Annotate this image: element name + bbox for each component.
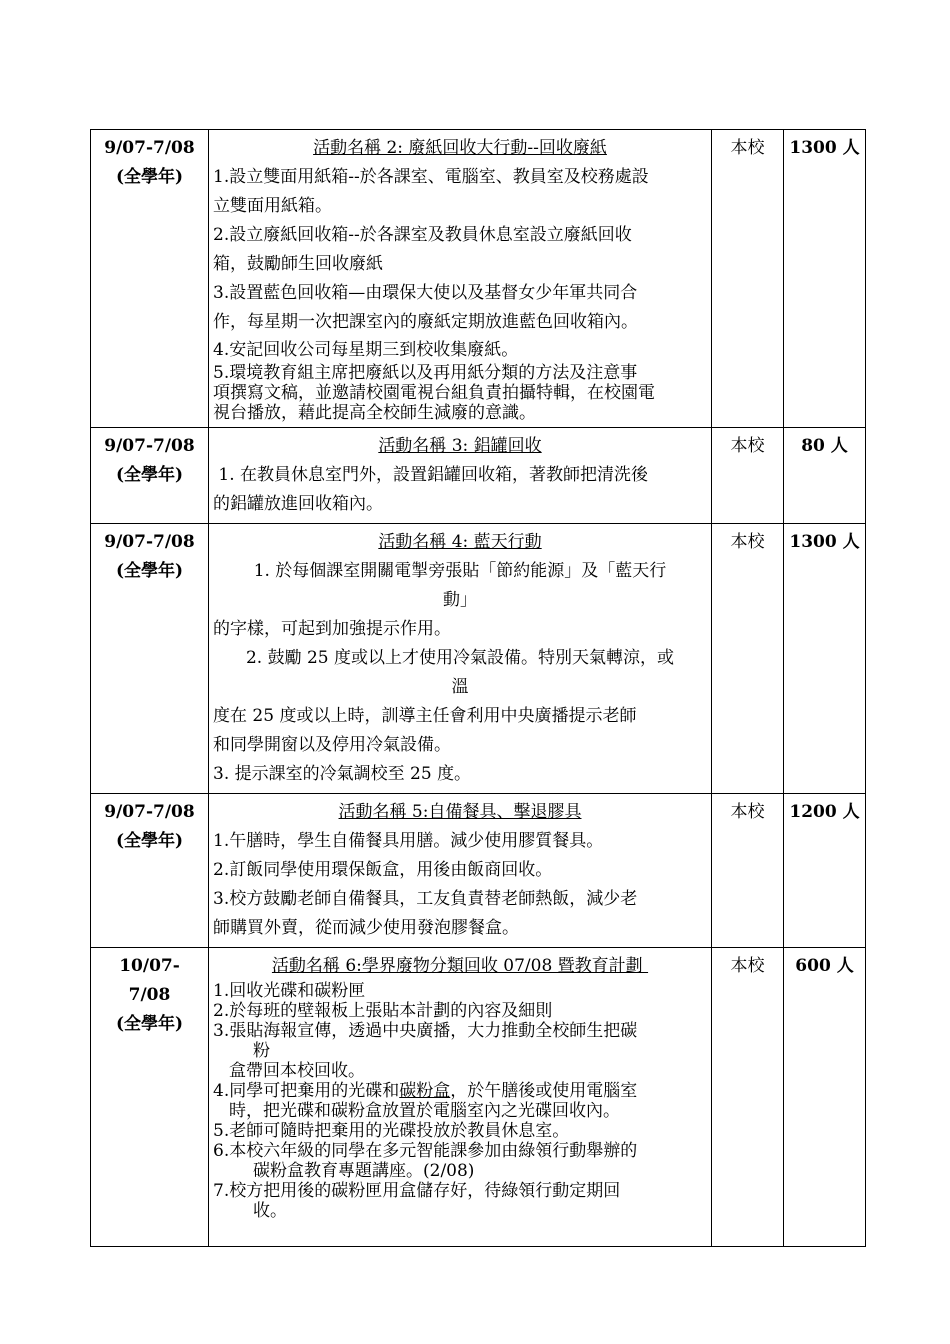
description-line: 的鋁罐放進回收箱內。 (213, 494, 383, 514)
description-line: 項撰寫文稿，並邀請校園電視台組負責拍攝特輯，在校園電 (213, 383, 655, 403)
activity-title: 活動名稱 2: 廢紙回收大行動--回收廢紙 (313, 138, 607, 158)
description-line: 3.設置藍色回收箱—由環保大使以及基督女少年軍共同合 (213, 283, 638, 303)
description-fragment: ，於午膳後或使用電腦室 (450, 1081, 638, 1101)
description-line: 收。 (253, 1201, 287, 1221)
description-cell (209, 428, 712, 524)
venue-cell: 本校 (712, 948, 784, 1247)
activity-title: 活動名稱 6:學界廢物分類回收 07/08 暨教育計劃 (271, 956, 649, 976)
description-line: 1. 於每個課室開關電掣旁張貼「節約能源」及「藍天行 (253, 561, 667, 581)
description-line: 度在 25 度或以上時，訓導主任會利用中央廣播提示老師 (213, 706, 637, 726)
description-line: 碳粉盒教育專題講座。(2/08) (253, 1161, 475, 1181)
description-line: 5.環境教育組主席把廢紙以及再用紙分類的方法及注意事 (213, 363, 638, 383)
venue-cell: 本校 (712, 524, 784, 794)
description-line: 師購買外賣，從而減少使用發泡膠餐盒。 (213, 918, 519, 938)
date-cell (91, 130, 209, 428)
date-cell (91, 794, 209, 948)
description-cell (209, 794, 712, 948)
description-line: 1.設立雙面用紙箱--於各課室、電腦室、教員室及校務處設 (213, 167, 649, 187)
description-line: 立雙面用紙箱。 (213, 196, 332, 216)
description-line: 溫 (451, 677, 469, 697)
description-line: 2. 鼓勵 25 度或以上才使用冷氣設備。特別天氣轉涼，或 (245, 648, 675, 668)
description-line: 6.本校六年級的同學在多元智能課參加由綠領行動舉辦的 (213, 1141, 638, 1161)
table-row (91, 130, 866, 428)
description-cell (209, 524, 712, 794)
description-line: 和同學開窗以及停用冷氣設備。 (213, 735, 451, 755)
activity-title: 活動名稱 4: 藍天行動 (378, 532, 542, 552)
table-row (91, 794, 866, 948)
participant-count: 1300 人 (784, 524, 866, 794)
description-line: 7.校方把用後的碳粉匣用盒儲存好，待綠領行動定期回 (213, 1181, 621, 1201)
description-line: 2.於每班的壁報板上張貼本計劃的內容及細則 (213, 1001, 553, 1021)
activity-title: 活動名稱 3: 鋁罐回收 (378, 436, 542, 456)
description-line: 的字樣，可起到加強提示作用。 (213, 619, 451, 639)
date-cell (91, 948, 209, 1247)
description-line: 盒帶回本校回收。 (229, 1061, 365, 1081)
date-range: 9/07-7/08 (104, 436, 195, 456)
description-fragment: 4.同學可把棄用的光碟和 (213, 1081, 400, 1101)
description-cell (209, 130, 712, 428)
activity-table (90, 129, 866, 1247)
description-line: 粉 (253, 1041, 270, 1061)
description-line: 箱，鼓勵師生回收廢紙 (213, 254, 383, 274)
date-note: (全學年) (115, 831, 184, 851)
description-line: 作，每星期一次把課室內的廢紙定期放進藍色回收箱內。 (213, 312, 638, 332)
date-range: 9/07-7/08 (104, 802, 195, 822)
date-note: (全學年) (115, 1014, 184, 1034)
description-line: 1. 在教員休息室門外，設置鋁罐回收箱，著教師把清洗後 (213, 465, 649, 485)
date-range: 9/07-7/08 (104, 138, 195, 158)
description-line: 1.回收光碟和碳粉匣 (213, 981, 366, 1001)
participant-count: 80 人 (784, 428, 866, 524)
description-line: 3. 提示課室的冷氣調校至 25 度。 (213, 764, 472, 784)
toner-box-term: 碳粉盒 (399, 1081, 451, 1101)
venue-cell: 本校 (712, 794, 784, 948)
description-line: 1.午膳時，學生自備餐具用膳。減少使用膠質餐具。 (213, 831, 604, 851)
table-row (91, 428, 866, 524)
table-row (91, 524, 866, 794)
date-note: (全學年) (115, 465, 184, 485)
table-row (91, 948, 866, 1247)
date-cell (91, 428, 209, 524)
date-note: (全學年) (115, 167, 184, 187)
participant-count: 1200 人 (784, 794, 866, 948)
description-line: 2.設立廢紙回收箱--於各課室及教員休息室設立廢紙回收 (213, 225, 632, 245)
description-line: 時，把光碟和碳粉盒放置於電腦室內之光碟回收內。 (229, 1101, 620, 1121)
date-range-start: 10/07- (119, 956, 180, 976)
venue-cell: 本校 (712, 130, 784, 428)
description-line: 5.老師可隨時把棄用的光碟投放於教員休息室。 (213, 1121, 570, 1141)
date-range-end: 7/08 (128, 985, 171, 1005)
description-cell (209, 948, 712, 1247)
activity-title: 活動名稱 5:自備餐具、擊退膠具 (338, 802, 582, 822)
description-line: 4.安記回收公司每星期三到校收集廢紙。 (213, 340, 519, 360)
description-line (213, 1081, 707, 1101)
date-range: 9/07-7/08 (104, 532, 195, 552)
description-line: 2.訂飯同學使用環保飯盒，用後由飯商回收。 (213, 860, 553, 880)
description-line: 3.張貼海報宣傳，透過中央廣播，大力推動全校師生把碳 (213, 1021, 638, 1041)
description-line: 3.校方鼓勵老師自備餐具，工友負責替老師熱飯，減少老 (213, 889, 638, 909)
description-line: 視台播放，藉此提高全校師生減廢的意識。 (213, 403, 536, 423)
participant-count: 1300 人 (784, 130, 866, 428)
participant-count: 600 人 (784, 948, 866, 1247)
date-cell (91, 524, 209, 794)
description-line: 動」 (443, 590, 477, 610)
venue-cell: 本校 (712, 428, 784, 524)
date-note: (全學年) (115, 561, 184, 581)
